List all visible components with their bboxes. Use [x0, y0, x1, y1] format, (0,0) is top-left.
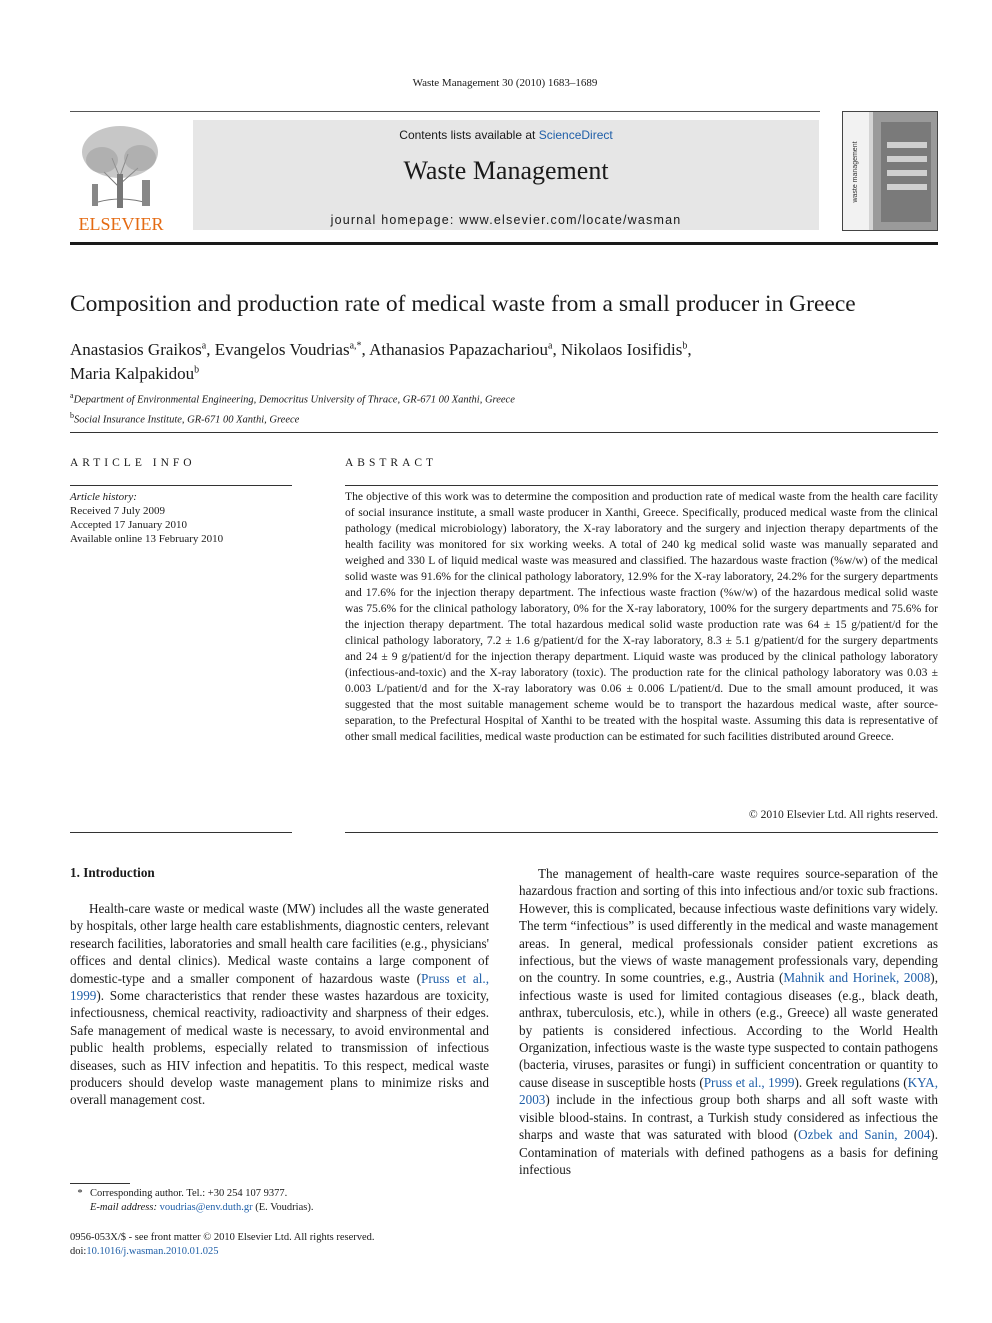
reference-link[interactable]: Pruss et al., 1999 — [703, 1074, 795, 1090]
article-info-heading: ARTICLE INFO — [70, 457, 196, 469]
journal-homepage[interactable]: journal homepage: www.elsevier.com/locate/wasman — [330, 213, 682, 227]
issn-line: 0956-053X/$ - see front matter © 2010 Elsevier Ltd. All rights reserved. — [70, 1232, 375, 1243]
reference-link[interactable]: KYA, 2003 — [519, 1074, 938, 1108]
author: Evangelos Voudrias$^{a,*}$, — [214, 339, 370, 359]
journal-cover-icon — [843, 112, 938, 231]
divider — [70, 832, 292, 833]
publisher-wordmark: ELSEVIER — [78, 214, 164, 234]
divider — [70, 432, 938, 433]
journal-banner — [193, 120, 819, 230]
front-matter — [70, 1231, 570, 1259]
author: Anastasios Graikos$^a$, — [70, 339, 215, 359]
section-heading-introduction: 1. Introduction — [70, 865, 155, 880]
email-link[interactable]: voudrias@env.duth.gr — [159, 1202, 253, 1213]
affiliation: $^b$Social Insurance Institute, GR-671 00 Xanthi, Greece — [70, 410, 300, 425]
body-column-left — [70, 900, 489, 1109]
cover-title: waste management — [852, 141, 859, 203]
affiliations — [70, 388, 515, 427]
header-rule — [70, 111, 820, 112]
article-title: Composition and production rate of medical waste from a small producer in Greece — [70, 291, 856, 317]
journal-cover-image — [842, 111, 938, 231]
reference-link[interactable]: Pruss et al., 1999 — [70, 970, 489, 1004]
online-date: Available online 13 February 2010 — [70, 533, 224, 545]
journal-citation: Waste Management 30 (2010) 1683–1689 — [412, 77, 598, 89]
authors-line-1 — [70, 335, 938, 360]
body-column-right — [519, 865, 938, 1178]
tree-icon — [70, 118, 172, 236]
author-list — [70, 335, 938, 384]
affiliation: $^a$Department of Environmental Engineering, Democritus University of Thrace, GR-671 00 Xanthi, Greece — [70, 391, 515, 406]
accepted-date: Accepted 17 January 2010 — [70, 519, 187, 531]
divider — [70, 485, 292, 486]
elsevier-logo — [70, 118, 172, 236]
journal-title: Waste Management — [403, 156, 609, 185]
doi-line: doi:10.1016/j.wasman.2010.01.025 — [70, 1246, 219, 1257]
authors-line-2 — [70, 360, 938, 385]
footnote-rule — [70, 1183, 130, 1184]
footnotes — [70, 1187, 489, 1215]
history-label: Article history: — [70, 491, 137, 503]
abstract-text: The objective of this work was to determine the composition and production rate of medical waste from the health care facility of social insurance institute, a small waste producer in Xanthi, Greece. Specifically, produced medical waste from the clinical pathology (medical microbiology) laboratory, the X-ray laboratory and the surgery and injection therapy departments of the health facility was monitored for six working weeks. A total of 240 kg medical solid waste was manually separated and weighed and 330 L of liquid medical waste was measured and classified. The hazardous waste fraction (%w/w) of the medical solid waste was 91.6% for the clinical pathology laboratory, 12.9% for the X-ray laboratory, 24.2% for the surgery departments and 17.6% for the injection therapy department. The infectious waste fraction (%w/w) of the hazardous medical solid waste was 75.6% for the clinical pathology laboratory, 0% for the X-ray laboratory, 100% for the surgery departments and 75.6% for the injection therapy department. The total hazardous medical solid waste production rate was 64 ± 15 g/patient/d for the clinical pathology laboratory, 7.2 ± 1.6 g/patient/d for the X-ray laboratory, 8.3 ± 5.1 g/patient/d for the surgery departments and 24 ± 9 g/patient/d for the injection therapy department. Liquid waste was produced by the clinical pathology laboratory (infectious-and-toxic) and the X-ray laboratory (toxic). The production rate for the clinical pathology laboratory was 0.03 ± 0.003 L/patient/d and for the X-ray laboratory was 0.06 ± 0.006 L/patient/d. Due to the small amount produced, it was suggested that the most suitable management scheme would be to transport the hazardous medical waste, after source-separation, to the Prefectural Hospital of Xanthi to be treated with the hospital waste. Assuming this data is representative of other small medical facilities, medical waste production can be estimated for such facilities distributed around Greece. — [345, 490, 938, 743]
divider — [345, 832, 938, 833]
corresponding-author-note: * Corresponding author. Tel.: +30 254 107 9377. — [77, 1188, 288, 1199]
reference-link[interactable]: Mahnik and Horinek, 2008 — [783, 970, 931, 986]
paragraph: Health-care waste or medical waste (MW) includes all the waste generated by hospitals, other large health care establishments, diagnostic centers, relevant research facilities, laboratories and small health care facilities (e.g., physicians' offices and dental clinics). Medical waste contains a large component of domestic-type and a smaller component of hazardous waste (Pruss et al., 1999). Some characteristics that render these wastes hazardous are toxicity, infectiousness, chemical reactivity, radioactivity and sharpness of their edges. Safe management of medical waste is necessary, to avoid environmental and public health problems, especially related to transmission of infectious diseases, such as HIV infection and hepatitis. To this respect, medical waste producers should develop waste management plans to minimize risks and overall management cost. — [70, 901, 489, 1108]
article-history — [70, 490, 292, 546]
paragraph: The management of health-care waste requires source-separation of the hazardous fraction and sorting of this into infectious and/or toxic sub fractions. However, this is complicated, because infectious waste definitions vary widely. The term “infectious” is used differently in the medical and waste management areas. In general, medical professionals consider patient excretions as infectious, but the views of waste management professionals vary, depending on the country. In some countries, e.g., Austria (Mahnik and Horinek, 2008), infectious waste is used for limited contagious diseases (e.g., black death, anthrax, tuberculosis, etc.), while in others (e.g., Greece) all waste generated by patients is considered infectious. According to the World Health Organization, infectious waste is the waste type suspected to contain pathogens (bacteria, viruses, parasites or fungi) in sufficient concentration or quantity to cause disease in susceptible hosts (Pruss et al., 1999). Greek regulations (KYA, 2003) include in the infectious group both sharps and all soft waste with visible blood-stains. In contrast, a Turkish study considered as infectious the sharps and waste that was saturated with blood (Ozbek and Sanin, 2004). Contamination of materials with defined pathogens as a basis for defining infectious — [519, 866, 938, 1177]
divider — [345, 485, 938, 486]
abstract-heading: ABSTRACT — [345, 457, 438, 469]
author: Athanasios Papazachariou$^a$, — [369, 339, 561, 359]
received-date: Received 7 July 2009 — [70, 505, 166, 517]
doi-link[interactable]: 10.1016/j.wasman.2010.01.025 — [86, 1246, 219, 1257]
author: Maria Kalpakidou$^b$ — [70, 364, 200, 384]
reference-link[interactable]: Ozbek and Sanin, 2004 — [798, 1127, 931, 1143]
contents-line: Contents lists available at ScienceDirect — [399, 128, 613, 142]
copyright: © 2010 Elsevier Ltd. All rights reserved. — [748, 808, 938, 821]
header-thick-rule — [70, 242, 938, 245]
sciencedirect-link[interactable]: ScienceDirect — [538, 128, 613, 142]
email-note: E-mail address: voudrias@env.duth.gr (E. Voudrias). — [90, 1202, 314, 1213]
author: Nikolaos Iosifidis$^b$, — [560, 339, 692, 359]
